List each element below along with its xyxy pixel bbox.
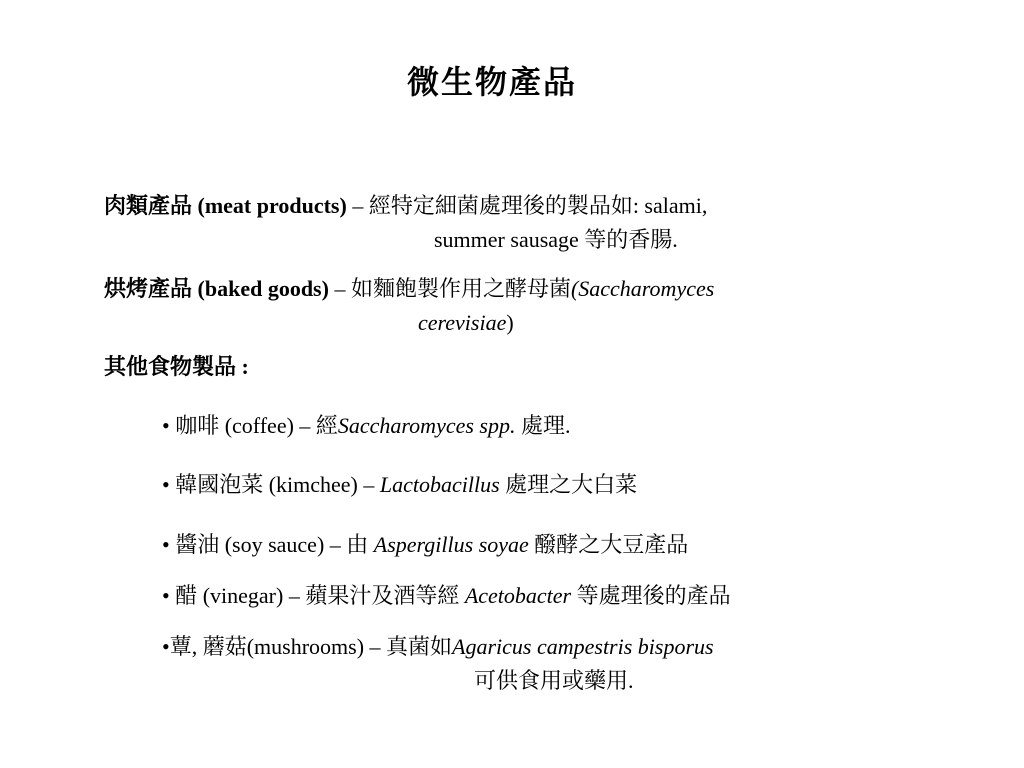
coffee-organism: Saccharomyces spp. <box>337 413 516 438</box>
baked-english: (baked goods) <box>197 276 329 301</box>
coffee-name: 咖啡 (coffee) – 經 <box>175 413 338 438</box>
kimchee-name: 韓國泡菜 (kimchee) – <box>175 472 380 497</box>
baked-goods-line <box>104 274 714 304</box>
meat-label: 肉類產品 <box>104 193 193 218</box>
bullet: • <box>162 472 176 497</box>
soy-tail: 醱酵之大豆產品 <box>528 532 689 557</box>
baked-label: 烘烤產品 <box>104 276 193 301</box>
baked-organism-1: (Saccharomyces <box>570 276 715 301</box>
coffee-tail: 處理. <box>515 413 571 438</box>
list-item-mushrooms-line-2 <box>474 666 634 696</box>
bullet: • <box>162 634 170 659</box>
soy-name: 醬油 (soy sauce) – 由 <box>175 532 374 557</box>
list-item-coffee <box>162 411 571 441</box>
vinegar-name: 醋 (vinegar) – 蘋果汁及酒等經 <box>175 583 465 608</box>
mushrooms-organism: Agaricus campestris bisporus <box>452 634 714 659</box>
bullet: • <box>162 583 176 608</box>
other-food-products-heading: 其他食物製品 : <box>104 354 249 379</box>
meat-desc: 經特定細菌處理後的製品如: salami, <box>368 193 708 218</box>
meat-english: (meat products) <box>197 193 347 218</box>
vinegar-tail: 等處理後的產品 <box>571 583 731 608</box>
baked-close: ) <box>506 310 514 335</box>
kimchee-tail: 處理之大白菜 <box>499 472 638 497</box>
meat-products-line <box>104 191 707 221</box>
list-item-kimchee <box>162 470 637 500</box>
baked-organism-2: cerevisiae <box>418 310 507 335</box>
soy-organism: Aspergillus soyae <box>373 532 529 557</box>
kimchee-organism: Lactobacillus <box>379 472 500 497</box>
baked-dash: – <box>328 276 351 301</box>
baked-desc: 如麵飽製作用之酵母菌 <box>350 276 571 301</box>
list-item-soy-sauce <box>162 530 688 560</box>
list-item-vinegar <box>162 581 731 611</box>
bullet: • <box>162 532 176 557</box>
bullet: • <box>162 413 176 438</box>
baked-goods-line-2 <box>418 308 514 338</box>
list-item-mushrooms <box>162 632 714 662</box>
mushrooms-tail: 可供食用或藥用. <box>474 668 634 693</box>
meat-desc-2: summer sausage 等的香腸. <box>434 227 678 252</box>
meat-dash: – <box>346 193 369 218</box>
mushrooms-name: 蕈, 蘑菇(mushrooms) – 真菌如 <box>169 634 453 659</box>
meat-products-line-2 <box>434 225 678 255</box>
vinegar-organism: Acetobacter <box>464 583 572 608</box>
slide-title: 微生物產品 <box>406 64 577 100</box>
